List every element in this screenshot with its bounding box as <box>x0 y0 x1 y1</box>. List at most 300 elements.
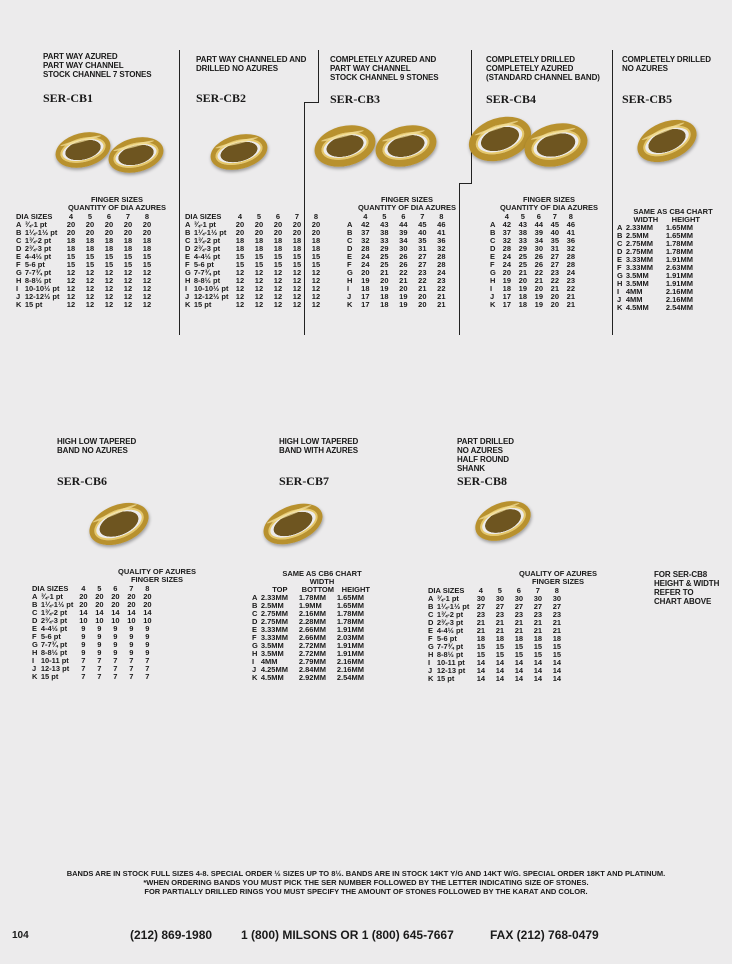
table-cell: 12 <box>123 268 133 277</box>
row-letter: E <box>185 252 191 261</box>
size-header: 6 <box>275 212 281 221</box>
row-letter: J <box>490 292 495 301</box>
table-cell: 21 <box>552 626 562 635</box>
dia-size: 8-8½ pt <box>24 276 52 285</box>
table-cell: 7 <box>97 664 102 673</box>
table-cell: 21 <box>566 292 576 301</box>
row-letter: K <box>490 300 496 309</box>
table-cell: 9 <box>81 648 86 657</box>
table-cell: 19 <box>399 300 408 309</box>
table-cell: 1.91MM <box>665 271 693 280</box>
table-cell: 4MM <box>625 287 643 296</box>
table-cell: 7 <box>81 672 86 681</box>
table-cell: 46 <box>566 220 576 229</box>
row-letter: C <box>252 609 258 618</box>
table-cell: 12 <box>235 276 245 285</box>
table-cell: 14 <box>495 658 505 667</box>
cb8-note: FOR SER-CB8 HEIGHT & WIDTH REFER TO CHART ABOVE <box>654 570 720 606</box>
table-cell: 27 <box>514 602 524 611</box>
table-cell: 15 <box>273 260 283 269</box>
table-row <box>252 674 375 682</box>
dia-size: 10-10½ pt <box>193 284 229 293</box>
row-letter: G <box>32 640 38 649</box>
table-cell: 1.78MM <box>298 593 326 602</box>
table-cell: 10 <box>95 616 104 625</box>
table-cell: 9 <box>129 648 134 657</box>
dia-size: 1¼-1½ pt <box>40 600 74 609</box>
dia-size: 12-13 pt <box>40 664 70 673</box>
table-cell: 18 <box>514 634 524 643</box>
row-letter: B <box>617 231 623 240</box>
row-letter: A <box>428 594 434 603</box>
row-letter: E <box>347 252 353 261</box>
row-letter: A <box>347 220 353 229</box>
table-cell: 20 <box>311 228 321 237</box>
table-cell: 20 <box>127 600 136 609</box>
dia-size: 2¾-3 pt <box>193 244 221 253</box>
table-cell: 21 <box>476 626 486 635</box>
table-cell: 15 <box>311 252 321 261</box>
table-cell: 12 <box>66 284 76 293</box>
ring-image <box>310 119 380 173</box>
table-cell: 9 <box>129 640 134 649</box>
table-cell: 20 <box>143 592 152 601</box>
table-cell: 40 <box>418 228 427 237</box>
table-cell: 12 <box>254 300 264 309</box>
table-cell: 12 <box>104 292 114 301</box>
table-cell: 9 <box>81 632 86 641</box>
table-cell: 12 <box>254 284 264 293</box>
column-header: BOTTOM <box>301 585 335 594</box>
table-cell: 12 <box>104 276 114 285</box>
table-cell: 2.16MM <box>336 665 364 674</box>
table-cell: 12 <box>292 284 302 293</box>
table-cell: 15 <box>123 260 133 269</box>
column-header: WIDTH <box>633 215 659 224</box>
cb4-chart <box>490 196 608 309</box>
table-cell: 25 <box>518 252 528 261</box>
row-letter: I <box>490 284 493 293</box>
table-cell: 14 <box>476 674 486 683</box>
table-cell: 20 <box>311 220 321 229</box>
table-cell: 20 <box>380 276 389 285</box>
table-cell: 24 <box>502 252 512 261</box>
column-header: TOP <box>272 585 288 594</box>
chart-caption: FINGER SIZES <box>531 577 585 586</box>
table-cell: 34 <box>534 236 544 245</box>
size-header: 5 <box>87 212 93 221</box>
table-cell: 17 <box>502 292 512 301</box>
row-letter: B <box>185 228 191 237</box>
table-cell: 33 <box>380 236 389 245</box>
table-cell: 44 <box>399 220 408 229</box>
table-cell: 12 <box>142 268 152 277</box>
chart-caption: FINGER SIZES <box>90 195 144 204</box>
row-letter: H <box>617 279 623 288</box>
cb3-table <box>347 213 451 309</box>
table-cell: 20 <box>66 228 76 237</box>
table-cell: 20 <box>273 220 283 229</box>
table-cell: 12 <box>254 268 264 277</box>
footer-note <box>10 869 722 896</box>
table-row <box>32 673 155 681</box>
row-letter: I <box>347 284 350 293</box>
table-cell: 1.65MM <box>336 593 364 602</box>
table-cell: 12 <box>85 276 95 285</box>
ring-image <box>105 132 168 179</box>
row-letter: C <box>347 236 353 245</box>
table-cell: 15 <box>66 252 76 261</box>
cb4-table <box>490 213 579 309</box>
table-cell: 23 <box>533 610 543 619</box>
table-cell: 29 <box>380 244 389 253</box>
table-cell: 17 <box>502 300 512 309</box>
table-cell: 12 <box>235 284 245 293</box>
table-cell: 21 <box>566 300 576 309</box>
table-cell: 9 <box>81 624 86 633</box>
size-header: 5 <box>97 584 102 593</box>
table-cell: 15 <box>476 642 486 651</box>
table-cell: 26 <box>534 252 544 261</box>
table-cell: 3.33MM <box>260 633 288 642</box>
divider <box>471 50 472 183</box>
dia-size: 5-6 pt <box>24 260 45 269</box>
table-cell: 7 <box>129 656 134 665</box>
table-cell: 27 <box>418 260 427 269</box>
table-cell: 20 <box>292 220 302 229</box>
product-code: SER-CB3 <box>330 92 381 106</box>
row-letter: I <box>16 284 19 293</box>
product-code: SER-CB7 <box>279 474 330 488</box>
table-cell: 4.5MM <box>260 673 284 682</box>
dia-size: 1¾-2 pt <box>40 608 68 617</box>
dia-size: 15 pt <box>40 672 59 681</box>
table-row <box>347 301 451 309</box>
table-cell: 23 <box>550 268 560 277</box>
table-cell: 38 <box>380 228 389 237</box>
row-letter: J <box>347 292 352 301</box>
table-cell: 10 <box>111 616 120 625</box>
ring-image <box>258 496 329 553</box>
table-cell: 18 <box>502 284 512 293</box>
footer-line: BANDS ARE IN STOCK FULL SIZES 4-8. SPECIAL ORDER ½ SIZES UP TO 8½. BANDS ARE IN STOCK 14KT Y/G AND 14KT W/G. SPECIAL ORDER 18KT AND PLATINUM. <box>66 869 666 878</box>
table-cell: 14 <box>514 674 524 683</box>
size-header: 7 <box>125 212 131 221</box>
table-cell: 12 <box>85 284 95 293</box>
table-cell: 2.84MM <box>298 665 326 674</box>
dia-size: 1¼-1½ pt <box>193 228 227 237</box>
row-letter: D <box>490 244 496 253</box>
table-cell: 40 <box>550 228 560 237</box>
row-letter: I <box>252 657 255 666</box>
row-letter: J <box>32 664 37 673</box>
row-letter: H <box>185 276 191 285</box>
table-cell: 15 <box>142 252 152 261</box>
table-cell: 12 <box>66 292 76 301</box>
table-cell: 18 <box>380 300 389 309</box>
table-cell: 15 <box>235 260 245 269</box>
table-cell: 20 <box>418 300 427 309</box>
table-cell: 20 <box>399 284 408 293</box>
dia-size: 15 pt <box>436 674 455 683</box>
row-letter: J <box>617 295 622 304</box>
table-cell: 20 <box>123 220 133 229</box>
table-cell: 14 <box>533 674 543 683</box>
table-cell: 3.33MM <box>260 625 288 634</box>
table-cell: 12 <box>273 276 283 285</box>
table-cell: 15 <box>142 260 152 269</box>
table-cell: 25 <box>380 260 389 269</box>
divider <box>318 50 319 103</box>
row-letter: D <box>252 617 258 626</box>
dia-size: ¾-1 pt <box>40 592 63 601</box>
size-header: 4 <box>504 212 509 221</box>
table-cell: 28 <box>361 244 370 253</box>
table-cell: 21 <box>550 284 560 293</box>
table-cell: 7 <box>113 664 118 673</box>
table-cell: 15 <box>514 650 524 659</box>
table-cell: 15 <box>66 260 76 269</box>
table-cell: 43 <box>380 220 389 229</box>
table-cell: 22 <box>534 268 544 277</box>
table-cell: 20 <box>111 592 120 601</box>
table-cell: 27 <box>476 602 486 611</box>
table-cell: 14 <box>552 658 562 667</box>
table-cell: 18 <box>66 236 76 245</box>
table-cell: 24 <box>566 268 576 277</box>
table-cell: 18 <box>235 244 245 253</box>
row-letter: A <box>490 220 496 229</box>
table-cell: 12 <box>85 292 95 301</box>
row-letter: H <box>428 650 434 659</box>
table-cell: 30 <box>552 594 562 603</box>
table-cell: 18 <box>123 236 133 245</box>
table-cell: 2.72MM <box>298 641 326 650</box>
product-description: HIGH LOW TAPERED BAND WITH AZURES <box>279 437 359 455</box>
dia-size: 12-13 pt <box>436 666 466 675</box>
row-letter: D <box>16 244 22 253</box>
row-letter: F <box>185 260 190 269</box>
row-letter: B <box>32 600 38 609</box>
table-cell: 30 <box>533 594 543 603</box>
dia-size: 15 pt <box>24 300 43 309</box>
table-cell: 18 <box>254 236 264 245</box>
dia-size: 10-11 pt <box>436 658 465 667</box>
ring-image <box>520 117 592 173</box>
table-cell: 2.5MM <box>260 601 284 610</box>
table-cell: 20 <box>502 268 512 277</box>
table-cell: 20 <box>550 292 560 301</box>
row-letter: A <box>16 220 22 229</box>
table-cell: 39 <box>399 228 408 237</box>
table-cell: 15 <box>85 252 95 261</box>
table-cell: 9 <box>97 648 102 657</box>
ring-image <box>469 493 536 548</box>
table-cell: 15 <box>273 252 283 261</box>
chart-caption: QUALITY OF AZURES <box>519 569 597 578</box>
table-cell: 19 <box>361 276 370 285</box>
table-row <box>16 301 156 309</box>
table-cell: 1.65MM <box>336 601 364 610</box>
size-header: 4 <box>478 586 483 595</box>
size-header: 5 <box>520 212 525 221</box>
row-letter: D <box>347 244 353 253</box>
table-cell: 15 <box>254 260 264 269</box>
table-cell: 32 <box>361 236 370 245</box>
table-cell: 18 <box>518 292 528 301</box>
table-cell: 18 <box>552 634 562 643</box>
table-cell: 18 <box>142 244 152 253</box>
size-header: 8 <box>554 586 559 595</box>
table-cell: 20 <box>66 220 76 229</box>
table-cell: 12 <box>85 300 95 309</box>
dia-size: 1¾-2 pt <box>436 610 464 619</box>
table-cell: 12 <box>292 292 302 301</box>
table-cell: 12 <box>142 300 152 309</box>
table-cell: 26 <box>399 252 408 261</box>
table-cell: 45 <box>418 220 427 229</box>
table-cell: 9 <box>129 632 134 641</box>
dia-size: 4-4½ pt <box>436 626 464 635</box>
row-letter: H <box>347 276 353 285</box>
column-header: DIA SIZES <box>185 212 222 221</box>
table-cell: 30 <box>495 594 505 603</box>
table-cell: 2.54MM <box>665 303 693 312</box>
table-cell: 23 <box>552 610 562 619</box>
table-cell: 9 <box>145 640 150 649</box>
product-code: SER-CB5 <box>622 92 673 106</box>
table-cell: 1.78MM <box>336 609 364 618</box>
table-cell: 9 <box>113 640 118 649</box>
table-cell: 45 <box>550 220 560 229</box>
dia-size: 7-7¾ pt <box>436 642 464 651</box>
row-letter: F <box>617 263 622 272</box>
row-letter: B <box>490 228 496 237</box>
table-cell: 18 <box>85 236 95 245</box>
table-cell: 14 <box>514 658 524 667</box>
table-cell: 14 <box>79 608 88 617</box>
table-row <box>428 675 566 683</box>
table-cell: 18 <box>273 236 283 245</box>
product-code: SER-CB6 <box>57 474 108 488</box>
size-header: 6 <box>536 212 541 221</box>
table-cell: 20 <box>104 228 114 237</box>
size-header: 8 <box>439 212 444 221</box>
table-cell: 18 <box>123 244 133 253</box>
table-cell: 22 <box>418 276 427 285</box>
dia-size: 8-8½ pt <box>436 650 464 659</box>
table-cell: 15 <box>552 650 562 659</box>
product-code: SER-CB4 <box>486 92 537 106</box>
row-letter: C <box>32 608 38 617</box>
table-cell: 22 <box>550 276 560 285</box>
table-cell: 24 <box>361 260 370 269</box>
table-cell: 18 <box>533 634 543 643</box>
table-cell: 12 <box>311 284 321 293</box>
cb5-chart <box>617 208 729 312</box>
row-letter: E <box>252 625 258 634</box>
table-cell: 24 <box>437 268 446 277</box>
table-cell: 28 <box>437 252 446 261</box>
dia-size: 5-6 pt <box>40 632 61 641</box>
table-cell: 20 <box>79 592 88 601</box>
table-cell: 20 <box>518 276 528 285</box>
divider <box>304 102 319 103</box>
table-cell: 2.16MM <box>336 657 364 666</box>
table-cell: 3.5MM <box>260 649 284 658</box>
table-cell: 31 <box>418 244 427 253</box>
table-cell: 1.91MM <box>665 279 693 288</box>
dia-size: 2¾-3 pt <box>436 618 464 627</box>
table-cell: 4MM <box>625 295 643 304</box>
product-description: PART WAY AZURED PART WAY CHANNEL STOCK CHANNEL 7 STONES <box>43 52 152 79</box>
dia-size: 7-7¾ pt <box>40 640 68 649</box>
table-cell: 18 <box>104 244 114 253</box>
table-cell: 12 <box>142 284 152 293</box>
row-letter: B <box>347 228 353 237</box>
table-cell: 20 <box>534 284 544 293</box>
table-cell: 15 <box>311 260 321 269</box>
table-cell: 17 <box>361 292 370 301</box>
product-description: COMPLETELY DRILLED COMPLETELY AZURED (STANDARD CHANNEL BAND) <box>486 55 600 82</box>
table-cell: 27 <box>533 602 543 611</box>
table-cell: 9 <box>145 632 150 641</box>
table-cell: 14 <box>514 666 524 675</box>
table-cell: 2.75MM <box>260 617 288 626</box>
footer-line: *WHEN ORDERING BANDS YOU MUST PICK THE SER NUMBER FOLLOWED BY THE LETTER INDICATING SIZE OF STONES. <box>143 878 589 887</box>
table-cell: 27 <box>495 602 505 611</box>
row-letter: K <box>617 303 623 312</box>
table-cell: 3.33MM <box>625 263 653 272</box>
table-cell: 3.5MM <box>625 271 649 280</box>
table-cell: 4.25MM <box>260 665 288 674</box>
toll-free-number: 1 (800) MILSONS OR 1 (800) 645-7667 <box>241 928 454 942</box>
table-cell: 41 <box>566 228 576 237</box>
table-cell: 19 <box>518 284 528 293</box>
table-cell: 14 <box>533 658 543 667</box>
row-letter: E <box>16 252 22 261</box>
table-cell: 18 <box>104 236 114 245</box>
table-cell: 30 <box>514 594 524 603</box>
table-cell: 21 <box>533 626 543 635</box>
table-cell: 1.65MM <box>665 223 693 232</box>
table-cell: 18 <box>311 244 321 253</box>
row-letter: J <box>185 292 190 301</box>
product-code: SER-CB2 <box>196 91 247 105</box>
table-cell: 18 <box>85 244 95 253</box>
table-cell: 19 <box>502 276 512 285</box>
table-cell: 18 <box>292 244 302 253</box>
table-cell: 22 <box>437 284 446 293</box>
table-cell: 7 <box>81 664 86 673</box>
table-cell: 28 <box>566 260 576 269</box>
table-cell: 12 <box>273 268 283 277</box>
table-cell: 25 <box>518 260 528 269</box>
table-cell: 12 <box>292 276 302 285</box>
table-cell: 20 <box>95 600 104 609</box>
row-letter: E <box>32 624 38 633</box>
table-cell: 1.78MM <box>336 617 364 626</box>
table-cell: 4.5MM <box>625 303 649 312</box>
dia-size: 10-11 pt <box>40 656 69 665</box>
row-letter: A <box>185 220 191 229</box>
table-cell: 1.91MM <box>336 641 364 650</box>
table-cell: 21 <box>518 268 528 277</box>
table-cell: 7 <box>81 656 86 665</box>
table-cell: 10 <box>79 616 88 625</box>
table-cell: 20 <box>235 220 245 229</box>
table-cell: 14 <box>552 674 562 683</box>
